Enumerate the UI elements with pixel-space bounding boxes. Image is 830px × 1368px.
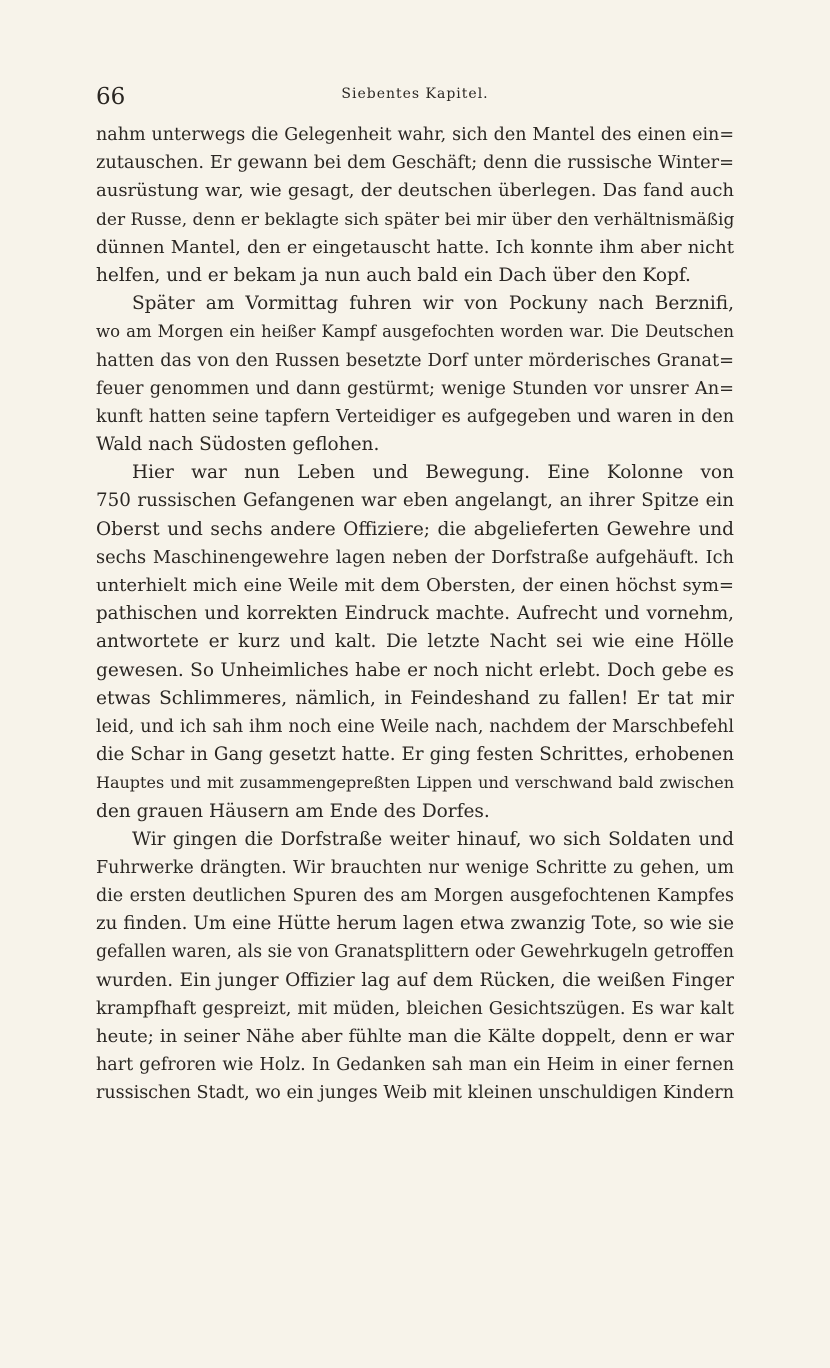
text-line: gefallen waren, als sie von Granatsplittern oder Gewehrkugeln getroffen (96, 942, 734, 963)
text-line: Hier war nun Leben und Bewegung. Eine Kolonne von (132, 462, 734, 484)
text-line: dünnen Mantel, den er eingetauscht hatte. Ich konnte ihm aber nicht (96, 236, 734, 258)
text-line: unterhielt mich eine Weile mit dem Obersten, der einen höchst sym= (96, 575, 734, 596)
text-line: leid, und ich sah ihm noch eine Weile nach, nachdem der Marschbefehl (96, 716, 734, 737)
text-line: pathischen und korrekten Eindruck machte. Aufrecht und vornehm, (96, 603, 734, 625)
text-line: sechs Maschinengewehre lagen neben der Dorfstraße aufgehäuft. Ich (96, 547, 734, 568)
text-line: der Russe, denn er beklagte sich später bei mir über den verhältnismäßig (96, 209, 735, 230)
text-line: zutauschen. Er gewann bei dem Geschäft; denn die russische Winter= (96, 153, 734, 174)
text-line: Hauptes und mit zusammengepreßten Lippen und verschwand bald zwischen (96, 773, 734, 793)
text-line: zu finden. Um eine Hütte herum lagen etwa zwanzig Tote, so wie sie (96, 913, 734, 935)
text-line: helfen, und er bekam ja nun auch bald ein Dach über den Kopf. (96, 264, 691, 286)
text-line: wurden. Ein junger Offizier lag auf dem Rücken, die weißen Finger (96, 969, 734, 991)
text-line: ausrüstung war, wie gesagt, der deutschen überlegen. Das fand auch (96, 180, 734, 202)
text-line: nahm unterwegs die Gelegenheit wahr, sich den Mantel des einen ein= (96, 125, 734, 145)
page-number: 66 (96, 84, 126, 110)
text-line: gewesen. So Unheimliches habe er noch nicht erlebt. Doch gebe es (96, 659, 734, 681)
running-title: Siebentes Kapitel. (341, 86, 489, 102)
text-line: hart gefroren wie Holz. In Gedanken sah man ein Heim in einer fernen (96, 1055, 734, 1076)
body-text (96, 121, 734, 1108)
text-line: feuer genommen und dann gestürmt; wenige Stunden vor unsrer An= (96, 378, 734, 399)
text-line: Oberst und sechs andere Offiziere; die abgelieferten Gewehre und (96, 518, 734, 540)
page-header (96, 80, 734, 114)
text-line: die Schar in Gang gesetzt hatte. Er ging festen Schrittes, erhobenen (96, 744, 734, 766)
text-line: die ersten deutlichen Spuren des am Morgen ausgefochtenen Kampfes (96, 886, 734, 907)
text-line: Wald nach Südosten geflohen. (96, 434, 380, 456)
text-line: Später am Vormittag fuhren wir von Pockuny nach Berznifi, (132, 293, 734, 315)
text-line: russischen Stadt, wo ein junges Weib mit kleinen unschuldigen Kindern (96, 1083, 734, 1104)
text-line: kunft hatten seine tapfern Verteidiger es aufgegeben und waren in den (96, 406, 734, 427)
text-line: Fuhrwerke drängten. Wir brauchten nur wenige Schritte zu gehen, um (96, 857, 734, 878)
text-line: antwortete er kurz und kalt. Die letzte Nacht sei wie eine Hölle (96, 631, 734, 653)
text-line: den grauen Häusern am Ende des Dorfes. (96, 800, 490, 822)
text-line: heute; in seiner Nähe aber fühlte man die Kälte doppelt, denn er war (96, 1026, 734, 1047)
text-line: krampfhaft gespreizt, mit müden, bleichen Gesichtszügen. Es war kalt (96, 998, 734, 1019)
text-line: etwas Schlimmeres, nämlich, in Feindeshand zu fallen! Er tat mir (96, 687, 734, 709)
text-line: wo am Morgen ein heißer Kampf ausgefochten worden war. Die Deutschen (96, 322, 734, 342)
text-line: 750 russischen Gefangenen war eben angelangt, an ihrer Spitze ein (96, 490, 734, 512)
text-line: Wir gingen die Dorfstraße weiter hinauf, wo sich Soldaten und (132, 828, 734, 850)
text-line: hatten das von den Russen besetzte Dorf unter mörderisches Granat= (96, 350, 734, 371)
